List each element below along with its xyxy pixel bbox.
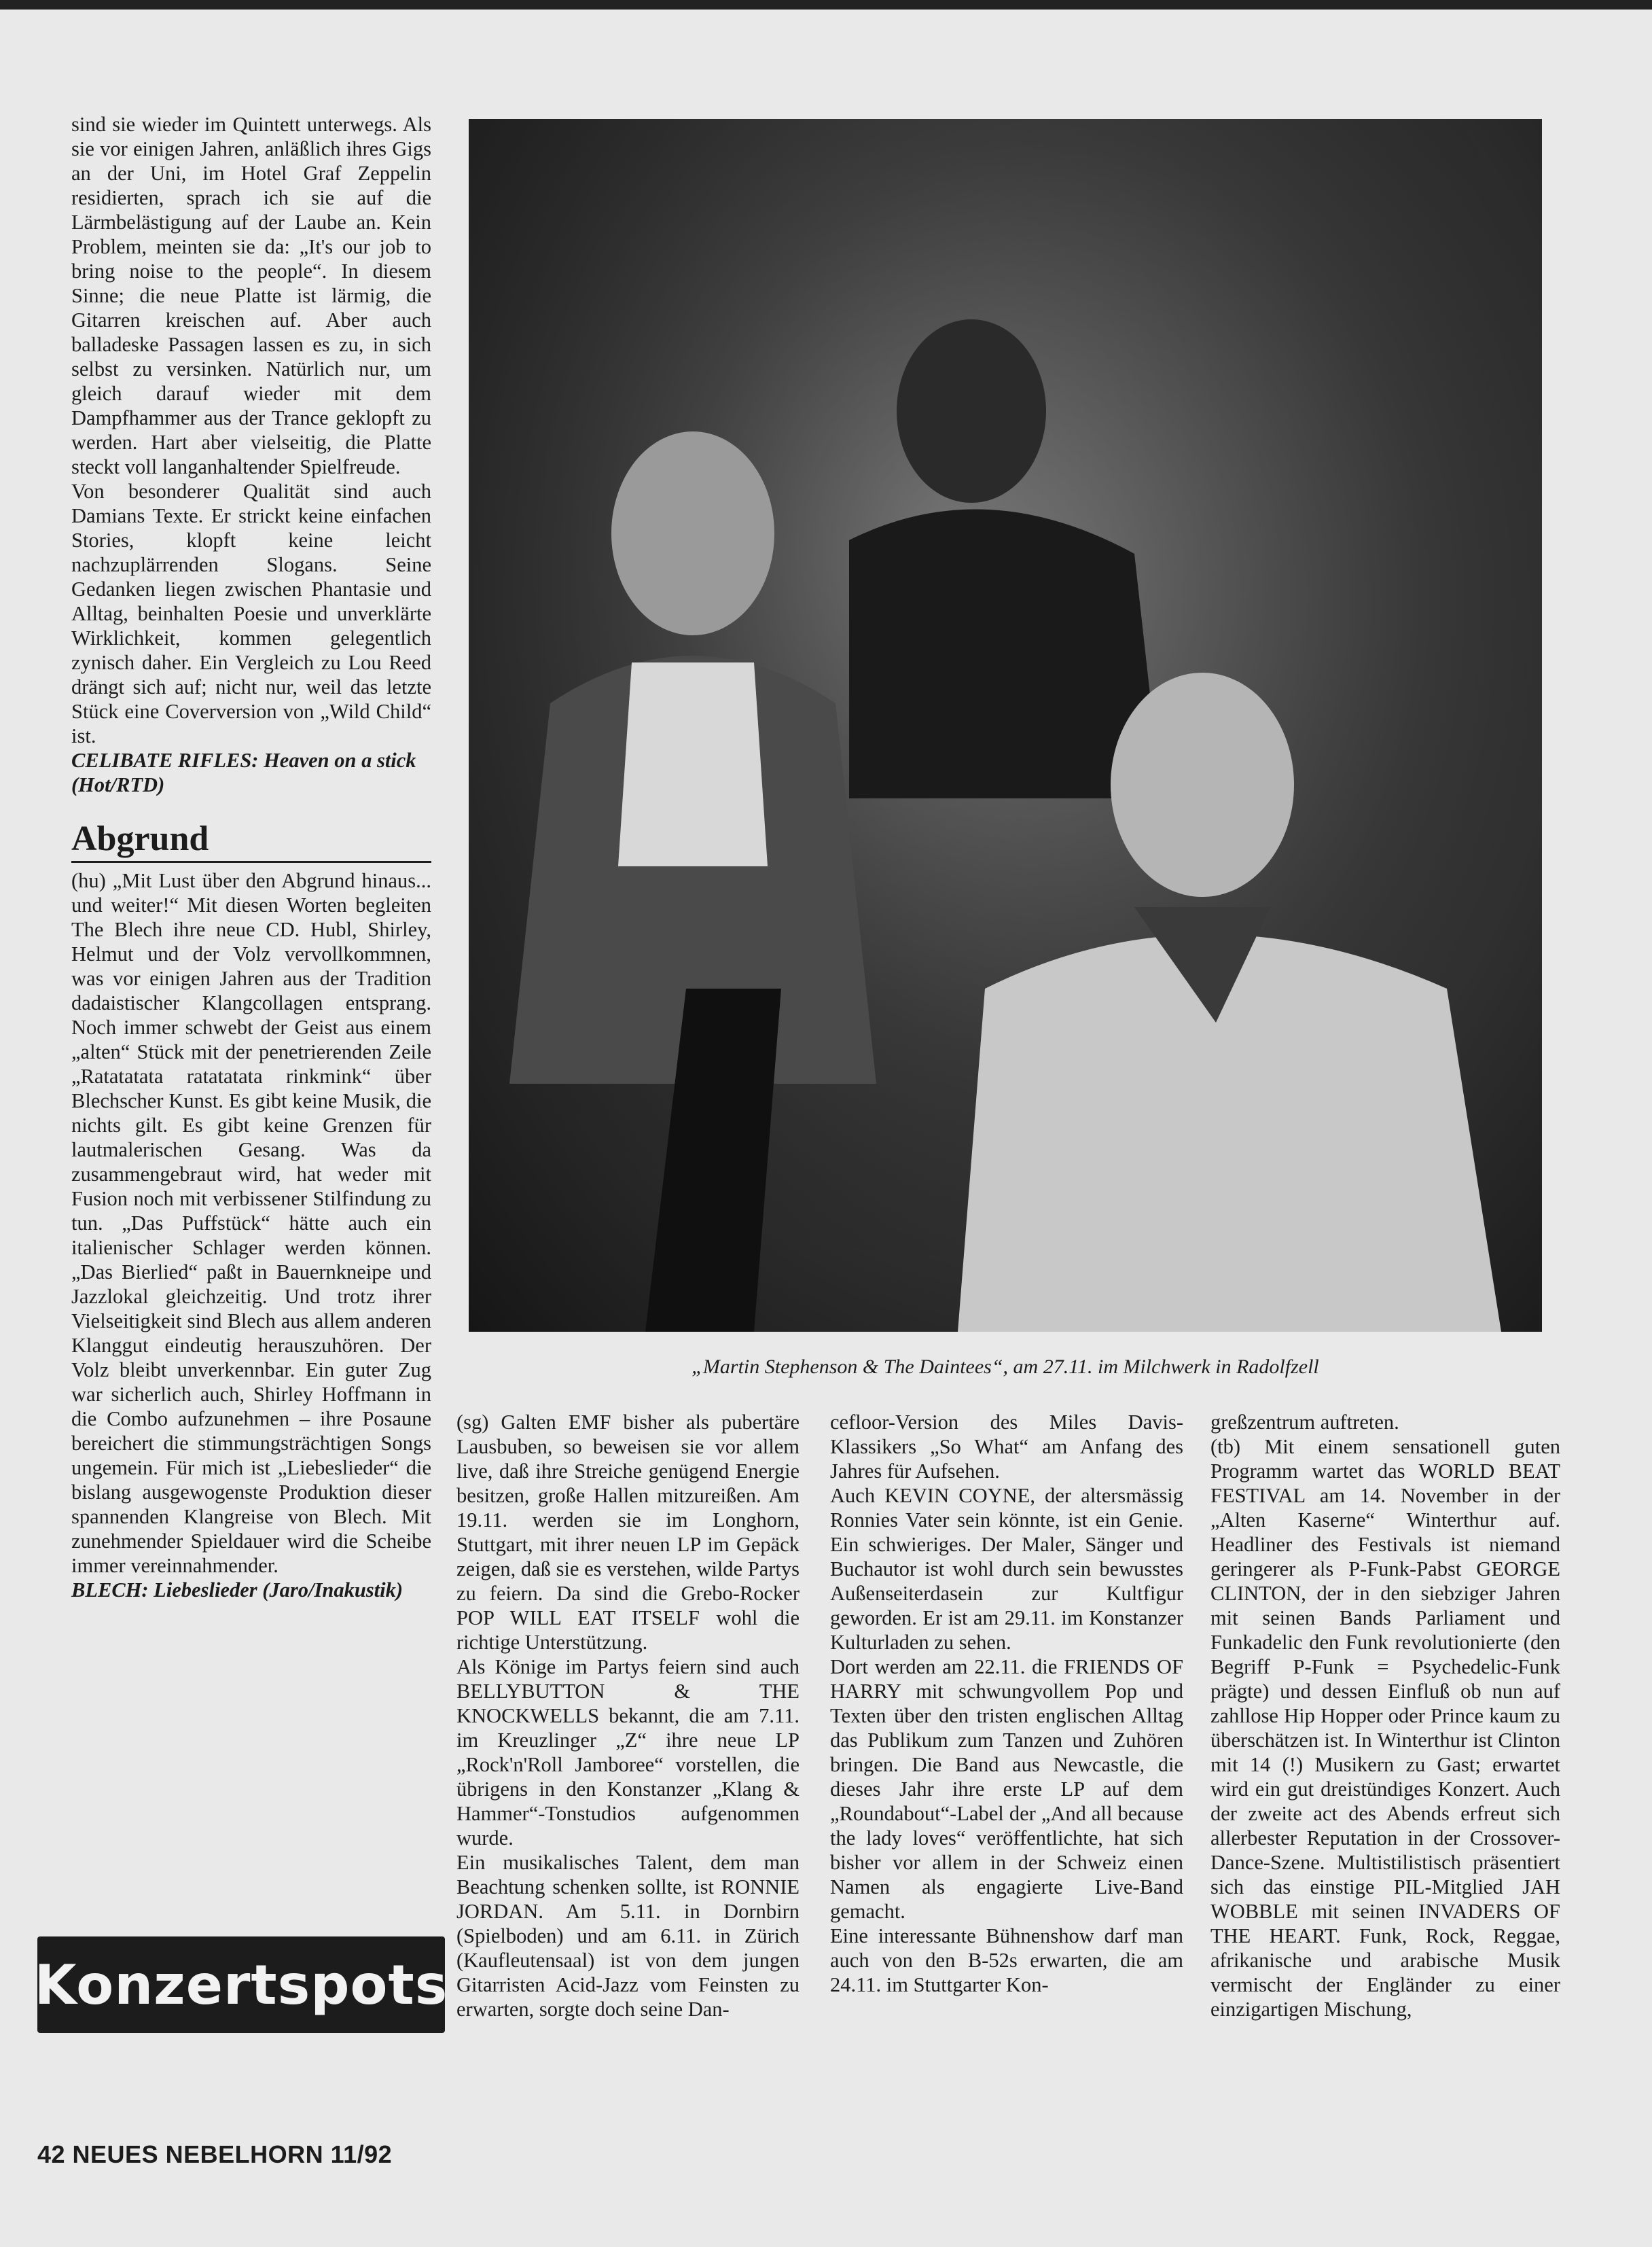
band-photo-illustration xyxy=(469,119,1542,1332)
article-paragraph: Als Könige im Partys feiern sind auch BELLYBUTTON & THE KNOCKWELLS bekannt, die am 7.11. im Kreuzlinger „Z“ ihre neue LP „Rock'n'Roll Jamboree“ vorstellen, die übrigens in den Konstanzer „Klang & Hammer“-Tonstudios aufgenommen wurde. xyxy=(456,1655,800,1850)
review-credit: CELIBATE RIFLES: Heaven on a stick (Hot/RTD) xyxy=(71,749,416,796)
review-credit: BLECH: Liebeslieder (Jaro/Inakustik) xyxy=(71,1578,403,1602)
figure-head xyxy=(1111,673,1294,897)
figure-head xyxy=(611,431,774,635)
section-heading: Abgrund xyxy=(71,819,431,863)
konzertspots-column-3 xyxy=(1210,1410,1560,2021)
article-paragraph: (sg) Galten EMF bisher als pubertäre Lausbuben, so beweisen sie vor allem live, daß ihre Streiche genügend Energie besitzen, große Hallen mitzureißen. Am 19.11. werden sie im Longhorn, Stuttgart, mit ihrer neuen LP im Gepäck zeigen, daß sie es verstehen, wilde Partys zu feiern. Da sind die Grebo-Rocker POP WILL EAT ITSELF wohl die richtige Unterstützung. xyxy=(456,1411,800,1654)
page-footer: 42 NEUES NEBELHORN 11/92 xyxy=(37,2140,393,2168)
article-paragraph: Auch KEVIN COYNE, der altersmässig Ronnies Vater sein könnte, ist ein Genie. Ein schwieriges. Der Maler, Sänger und Buchautor ist wohl durch sein bewusstes Außenseiterdasein zur Kultfigur geworden. Er ist am 29.11. im Konstanzer Kulturladen zu sehen. xyxy=(830,1484,1183,1654)
article-paragraph: cefloor-Version des Miles Davis-Klassikers „So What“ am Anfang des Jahres für Aufsehen. xyxy=(830,1411,1183,1483)
article-paragraph: Ein musikalisches Talent, dem man Beachtung schenken sollte, ist RONNIE JORDAN. Am 5.11. in Dornbirn (Spielboden) und am 6.11. in Zürich (Kaufleutensaal) ist von dem jungen Gitarristen Acid-Jazz vom Feinsten zu erwarten, sorgte doch seine Dan- xyxy=(456,1851,800,2021)
konzertspots-logo-text: Konzertspots xyxy=(34,1953,448,2017)
article-paragraph: Dort werden am 22.11. die FRIENDS OF HARRY mit schwungvollem Pop und Texten über den tristen englischen Alltag das Publikum zum Tanzen und Zuhören bringen. Die Band aus Newcastle, die dieses Jahr ihre erste LP auf dem „Roundabout“-Label der „And all because the lady loves“ veröffentlichte, hat sich bisher vor allem in der Schweiz einen Namen als engagierte Live-Band gemacht. xyxy=(830,1655,1183,1923)
article-paragraph: greßzentrum auftreten. xyxy=(1210,1411,1399,1434)
article-paragraph: (hu) „Mit Lust über den Abgrund hinaus... und weiter!“ Mit diesen Worten begleiten The Blech ihre neue CD. Hubl, Shirley, Helmut und der Volz vervollkommnen, was vor einigen Jahren aus der Tradition dadaistischer Klangcollagen entsprang. Noch immer schwebt der Geist aus einem „alten“ Stück mit der penetrierenden Zeile „Ratatatata ratatatata rinkmink“ über Blechscher Kunst. Es gibt keine Musik, die nichts gilt. Es gibt keine Grenzen für lautmalerischen Gesang. Was da zusammengebraut wird, hat weder mit Fusion noch mit verbissener Stilfindung zu tun. „Das Puffstück“ hätte auch ein italienischer Schlager werden können. „Das Bierlied“ paßt in Bauernkneipe und Jazzlokal gleichzeitig. Und trotz ihrer Vielseitigkeit sind Blech aus allem anderen Klanggut eindeutig herauszuhören. Der Volz bleibt unverkennbar. Ein guter Zug war sicherlich auch, Shirley Hoffmann in die Combo aufzunehmen – ihre Posaune bereichert die stimmungsträchtigen Songs ungemein. Für mich ist „Liebeslieder“ die bislang ausgewogenste Produktion dieser spannenden Klangreise von Blech. Mit zunehmender Spieldauer wird die Scheibe immer vereinnahmender. xyxy=(71,869,431,1577)
top-edge-bar xyxy=(0,0,1652,10)
konzertspots-column-2 xyxy=(830,1410,1183,1997)
konzertspots-logo xyxy=(34,1936,448,2033)
article-paragraph: (tb) Mit einem sensationell guten Programm wartet das WORLD BEAT FESTIVAL am 14. November in der „Alten Kaserne“ Winterthur auf. Headliner des Festivals ist niemand geringerer als P-Funk-Pabst GEORGE CLINTON, der in den siebziger Jahren mit seinen Bands Parliament und Funkadelic den Funk revolutionierte (den Begriff P-Funk = Psychedelic-Funk prägte) und dessen Einfluß ob nun auf zahllose Hip Hopper oder Prince kaum zu überschätzen ist. In Winterthur ist Clinton mit 14 (!) Musikern zu Gast; erwartet wird ein gut dreistündiges Konzert. Auch der zweite act des Abends erfreut sich allerbester Reputation in der Crossover-Dance-Szene. Multistilistisch präsentiert sich das einstige PIL-Mitglied JAH WOBBLE mit seinen INVADERS OF THE HEART. Funk, Rock, Reggae, afrikanische und arabische Musik vermischt der Engländer zu einer einzigartigen Mischung, xyxy=(1210,1435,1560,2021)
article-paragraph: Von besonderer Qualität sind auch Damians Texte. Er strickt keine einfachen Stories, klopft keine leicht nachzuplärrenden Slogans. Seine Gedanken liegen zwischen Phantasie und Alltag, beinhalten Poesie und unverklärte Wirklichkeit, kommen gelegentlich zynisch daher. Ein Vergleich zu Lou Reed drängt sich auf; nicht nur, weil das letzte Stück eine Coverversion von „Wild Child“ ist. xyxy=(71,480,431,747)
figure-shirt xyxy=(618,662,768,866)
left-column xyxy=(71,112,431,1602)
band-photo xyxy=(469,119,1542,1332)
figure-head xyxy=(897,319,1046,503)
konzertspots-column-1 xyxy=(456,1410,800,2021)
figure-body xyxy=(958,934,1501,1332)
photo-caption: „Martin Stephenson & The Daintees“, am 27.11. im Milchwerk in Radolfzell xyxy=(692,1356,1319,1378)
article-paragraph: sind sie wieder im Quintett unterwegs. Als sie vor einigen Jahren, anläßlich ihres Gigs an der Uni, im Hotel Graf Zeppelin residierten, sprach ich sie auf die Lärmbelästigung auf der Laube an. Kein Problem, meinten sie da: „It's our job to bring noise to the people“. In diesem Sinne; die neue Platte ist lärmig, die Gitarren kreischen auf. Aber auch balladeske Passagen lassen es zu, in sich selbst zu versinken. Natürlich nur, um gleich darauf wieder mit dem Dampfhammer aus der Trance geklopft zu werden. Hart aber vielseitig, die Platte steckt voll langanhaltender Spielfreude. xyxy=(71,113,431,478)
article-paragraph: Eine interessante Bühnenshow darf man auch von den B-52s erwarten, die am 24.11. im Stuttgarter Kon- xyxy=(830,1924,1183,1996)
